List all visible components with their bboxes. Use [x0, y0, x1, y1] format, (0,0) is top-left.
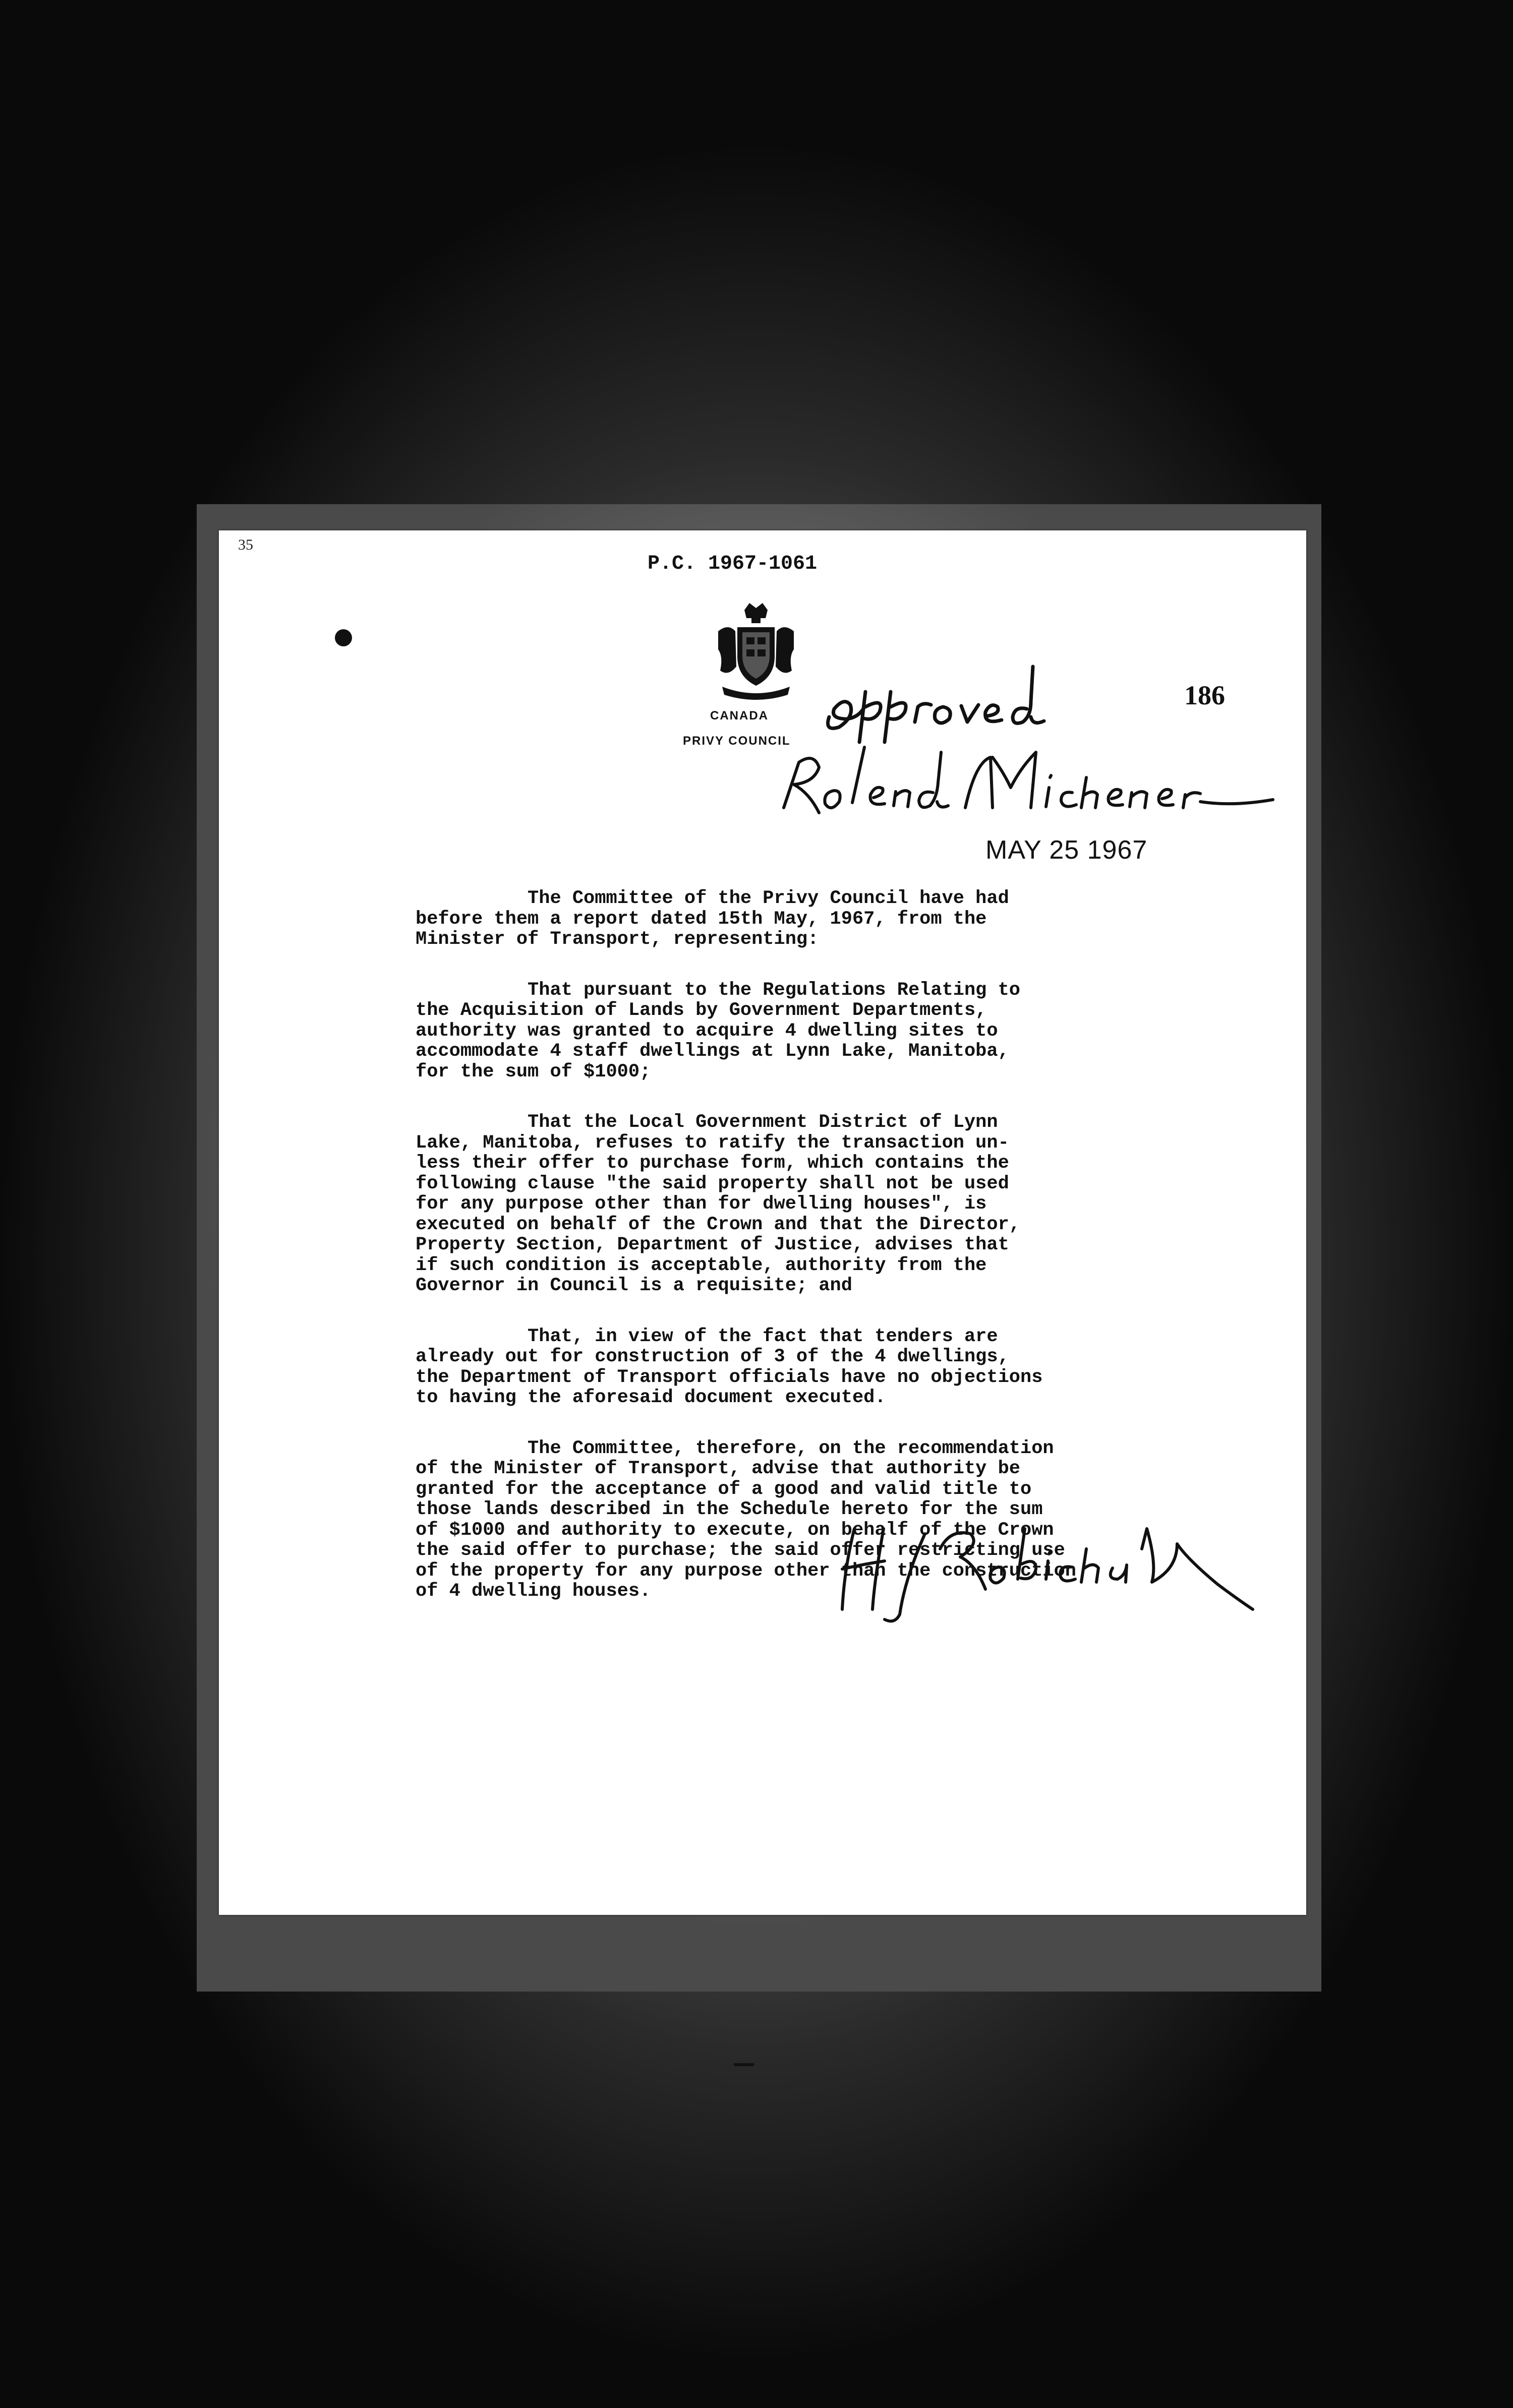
text-line: authority was granted to acquire 4 dwelling sites to	[416, 1020, 998, 1042]
paragraph	[416, 888, 1283, 950]
text-line: the said offer to purchase; the said offer restricting use	[416, 1540, 1065, 1561]
text-line: of the Minister of Transport, advise that authority be	[416, 1458, 1020, 1479]
text-line: those lands described in the Schedule hereto for the sum	[416, 1499, 1043, 1520]
text-line: for any purpose other than for dwelling houses", is	[416, 1193, 987, 1215]
text-line: Lake, Manitoba, refuses to ratify the transaction un-	[416, 1132, 1009, 1154]
text-line: Property Section, Department of Justice, advises that	[416, 1234, 1009, 1255]
page-number: 186	[1184, 680, 1225, 710]
canada-label: CANADA	[710, 709, 769, 723]
text-line: the Department of Transport officials have no objections	[416, 1366, 1043, 1388]
text-line: of 4 dwelling houses.	[416, 1581, 651, 1602]
order-in-council-page	[219, 530, 1306, 1915]
clerk-signature	[824, 1509, 1268, 1624]
punch-hole	[335, 629, 352, 646]
coat-of-arms-icon	[713, 601, 799, 702]
text-line: to having the aforesaid document executed.	[416, 1387, 886, 1408]
text-line: of the property for any purpose other than the construction	[416, 1560, 1077, 1582]
text-line: The Committee, therefore, on the recommendation	[416, 1437, 1054, 1459]
text-line: granted for the acceptance of a good and valid title to	[416, 1478, 1032, 1500]
text-line: That the Local Government District of Lynn	[416, 1112, 998, 1133]
pc-number: P.C. 1967-1061	[648, 553, 818, 575]
text-line: before them a report dated 15th May, 1967, from the	[416, 908, 987, 930]
date-stamp: MAY 25 1967	[985, 835, 1148, 865]
text-line: That pursuant to the Regulations Relating to	[416, 979, 1020, 1001]
text-line: executed on behalf of the Crown and that the Director,	[416, 1214, 1020, 1235]
text-line: accommodate 4 staff dwellings at Lynn Lake, Manitoba,	[416, 1041, 1009, 1062]
paragraph	[416, 1327, 1283, 1408]
text-line: if such condition is acceptable, authority from the	[416, 1254, 987, 1276]
privy-council-label: PRIVY COUNCIL	[683, 734, 791, 748]
text-line: That, in view of the fact that tenders are	[416, 1326, 998, 1347]
governor-general-signature	[764, 742, 1278, 823]
text-line: of $1000 and authority to execute, on behalf of the Crown	[416, 1519, 1054, 1541]
text-line: for the sum of $1000;	[416, 1061, 651, 1082]
text-line: less their offer to purchase form, which contains the	[416, 1153, 1009, 1174]
text-line: already out for construction of 3 of the 4 dwellings,	[416, 1346, 1009, 1367]
text-line: The Committee of the Privy Council have had	[416, 888, 1009, 909]
archive-mark: 35	[238, 536, 253, 553]
paragraph	[416, 1112, 1283, 1296]
film-mark	[734, 2063, 754, 2066]
text-line: Minister of Transport, representing:	[416, 929, 819, 950]
paragraph	[416, 980, 1283, 1082]
text-line: the Acquisition of Lands by Government Departments,	[416, 1000, 987, 1021]
text-line: Governor in Council is a requisite; and	[416, 1275, 852, 1296]
text-line: following clause "the said property shall not be used	[416, 1173, 1009, 1194]
approved-handwriting	[819, 656, 1152, 747]
